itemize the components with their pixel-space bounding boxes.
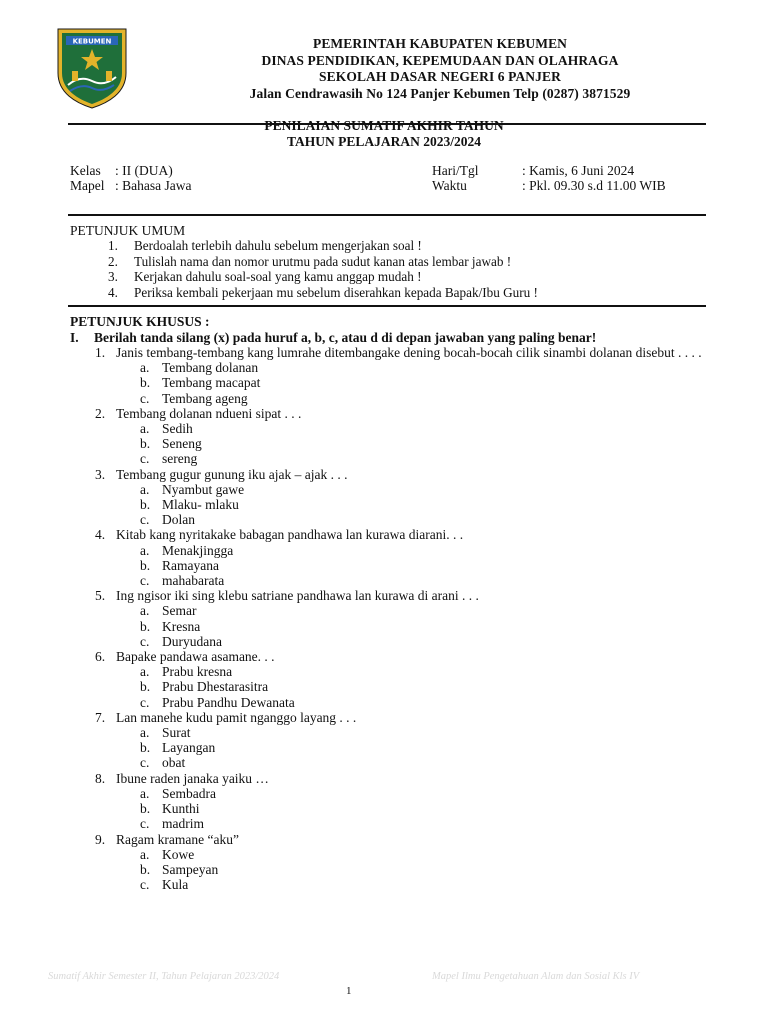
- option-text: Ramayana: [162, 557, 219, 573]
- answer-option: [95, 862, 715, 877]
- option-letter: b.: [140, 740, 151, 756]
- question-text: Ibune raden janaka yaiku …: [116, 770, 269, 786]
- option-letter: b.: [140, 679, 151, 695]
- option-letter: a.: [140, 664, 150, 680]
- letterhead-address: Jalan Cendrawasih No 124 Panjer Kebumen Telp (0287) 3871529: [249, 85, 631, 101]
- answer-option: [95, 847, 715, 862]
- list-item: 2. Tulislah nama dan nomor urutmu pada sudut kanan atas lembar jawab !: [108, 253, 512, 269]
- question-item: [95, 588, 715, 603]
- logo-text: KEBUMEN: [72, 37, 112, 46]
- option-text: Menakjingga: [162, 542, 234, 558]
- option-text: sereng: [162, 451, 198, 467]
- option-text: Prabu Pandhu Dewanata: [162, 694, 295, 710]
- question-item: [95, 832, 715, 847]
- option-text: Seneng: [162, 436, 202, 452]
- option-letter: a.: [140, 360, 150, 376]
- question-text: Lan manehe kudu pamit nganggo layang . . .: [116, 709, 357, 725]
- hari-value: : Kamis, 6 Juni 2024: [522, 163, 635, 178]
- option-letter: b.: [140, 557, 151, 573]
- answer-option: [95, 451, 715, 466]
- info-hari: [432, 163, 634, 179]
- general-heading: PETUNJUK UMUM: [70, 223, 186, 238]
- option-letter: c.: [140, 390, 150, 406]
- answer-option: [95, 558, 715, 573]
- question-number: 7.: [95, 709, 106, 725]
- question-number: 5.: [95, 588, 106, 604]
- option-text: Dolan: [162, 512, 195, 528]
- option-letter: c.: [140, 816, 150, 832]
- info-divider: [68, 214, 706, 216]
- option-letter: c.: [140, 573, 150, 589]
- option-text: Semar: [162, 603, 197, 619]
- answer-option: [95, 482, 715, 497]
- info-mapel: [70, 178, 191, 194]
- answer-option: [95, 816, 715, 831]
- option-text: Mlaku- mlaku: [162, 497, 239, 513]
- option-text: Layangan: [162, 740, 216, 756]
- list-item: 4. Periksa kembali pekerjaan mu sebelum diserahkan kepada Bapak/Ibu Guru !: [108, 284, 538, 300]
- answer-option: [95, 543, 715, 558]
- question-number: 8.: [95, 770, 106, 786]
- answer-option: [95, 360, 715, 375]
- question-item: [95, 771, 715, 786]
- instruction-text: Berilah tanda silang (x) pada huruf a, b, c, atau d di depan jawaban yang paling benar!: [94, 330, 597, 345]
- answer-option: [95, 695, 715, 710]
- footer-left: Sumatif Akhir Semester II, Tahun Pelajaran 2023/2024: [48, 971, 280, 982]
- answer-option: [95, 391, 715, 406]
- question-number: 3.: [95, 466, 106, 482]
- hari-label: Hari/Tgl: [432, 163, 479, 178]
- answer-option: [95, 375, 715, 390]
- option-text: Sembadra: [162, 785, 216, 801]
- option-letter: b.: [140, 801, 151, 817]
- option-text: Surat: [162, 725, 191, 741]
- question-number: 4.: [95, 527, 106, 543]
- option-letter: a.: [140, 846, 150, 862]
- option-text: Kowe: [162, 846, 195, 862]
- option-letter: a.: [140, 421, 150, 437]
- question-item: [95, 710, 715, 725]
- answer-option: [95, 755, 715, 770]
- answer-option: [95, 436, 715, 451]
- letterhead: [150, 36, 730, 102]
- option-letter: a.: [140, 785, 150, 801]
- option-text: Nyambut gawe: [162, 481, 245, 497]
- question-number: 1.: [95, 345, 106, 360]
- option-letter: a.: [140, 603, 150, 619]
- question-text: Janis tembang-tembang kang lumrahe ditembangake dening bocah-bocah cilik sinambi dolanan disebut . . . .: [116, 345, 702, 360]
- option-text: Tembang dolanan: [162, 360, 259, 376]
- specific-instruction: [70, 330, 596, 346]
- kelas-value: : II (DUA): [115, 163, 173, 178]
- kelas-label: Kelas: [70, 163, 101, 178]
- letterhead-line-1: PEMERINTAH KABUPATEN KEBUMEN: [312, 36, 568, 51]
- question-item: [95, 345, 715, 360]
- question-number: 2.: [95, 405, 106, 421]
- option-text: Prabu kresna: [162, 664, 233, 680]
- option-letter: c.: [140, 755, 150, 771]
- option-text: Sedih: [162, 421, 193, 437]
- option-letter: c.: [140, 877, 150, 893]
- option-letter: b.: [140, 618, 151, 634]
- answer-option: [95, 512, 715, 527]
- option-text: Duryudana: [162, 633, 222, 649]
- list-item: 3. Kerjakan dahulu soal-soal yang kamu anggap mudah !: [108, 269, 422, 285]
- exam-title: PENILAIAN SUMATIF AKHIR TAHUN: [264, 118, 504, 133]
- question-number: 9.: [95, 831, 106, 847]
- option-text: obat: [162, 755, 186, 771]
- answer-option: [95, 679, 715, 694]
- mapel-label: Mapel: [70, 178, 105, 193]
- question-item: [95, 406, 715, 421]
- answer-option: [95, 421, 715, 436]
- option-letter: b.: [140, 861, 151, 877]
- option-letter: a.: [140, 542, 150, 558]
- option-letter: c.: [140, 633, 150, 649]
- answer-option: [95, 497, 715, 512]
- option-text: Tembang ageng: [162, 390, 248, 406]
- general-instructions: [108, 238, 538, 300]
- answer-option: [95, 634, 715, 649]
- info-waktu: [432, 178, 666, 194]
- option-text: Prabu Dhestarasitra: [162, 679, 269, 695]
- question-list: [95, 345, 715, 892]
- question-text: Tembang dolanan ndueni sipat . . .: [116, 405, 302, 421]
- option-text: Tembang macapat: [162, 375, 261, 391]
- option-letter: b.: [140, 497, 151, 513]
- question-text: Tembang gugur gunung iku ajak – ajak . . .: [116, 466, 348, 482]
- question-text: Kitab kang nyritakake babagan pandhawa lan kurawa diarani. . .: [116, 527, 464, 543]
- letterhead-line-2: DINAS PENDIDIKAN, KEPEMUDAAN DAN OLAHRAGA: [261, 52, 619, 68]
- answer-option: [95, 619, 715, 634]
- answer-option: [95, 786, 715, 801]
- specific-heading: PETUNJUK KHUSUS :: [70, 314, 210, 329]
- option-text: Kunthi: [162, 801, 200, 817]
- list-item: 1. Berdoalah terlebih dahulu sebelum mengerjakan soal !: [108, 238, 422, 253]
- info-kelas: [70, 163, 173, 179]
- kebumen-logo: [56, 27, 128, 109]
- option-letter: a.: [140, 725, 150, 741]
- question-number: 6.: [95, 649, 106, 665]
- section-number: I.: [70, 330, 79, 345]
- option-text: madrim: [162, 816, 204, 832]
- option-text: mahabarata: [162, 573, 225, 589]
- option-letter: c.: [140, 512, 150, 528]
- answer-option: [95, 573, 715, 588]
- option-text: Kula: [162, 877, 189, 893]
- option-letter: b.: [140, 375, 151, 391]
- question-text: Ing ngisor iki sing klebu satriane pandhawa lan kurawa di arani . . .: [116, 588, 479, 604]
- question-text: Bapake pandawa asamane. . .: [116, 649, 275, 665]
- general-divider: [68, 305, 706, 307]
- answer-option: [95, 603, 715, 618]
- answer-option: [95, 877, 715, 892]
- footer-right: Mapel Ilmu Pengetahuan Alam dan Sosial Kls IV: [432, 971, 640, 982]
- option-letter: a.: [140, 481, 150, 497]
- waktu-value: : Pkl. 09.30 s.d 11.00 WIB: [522, 178, 666, 193]
- mapel-value: : Bahasa Jawa: [115, 178, 192, 193]
- option-text: Sampeyan: [162, 861, 219, 877]
- answer-option: [95, 740, 715, 755]
- option-text: Kresna: [162, 618, 201, 634]
- question-text: Ragam kramane “aku”: [116, 831, 239, 847]
- option-letter: c.: [140, 451, 150, 467]
- waktu-label: Waktu: [432, 178, 467, 193]
- option-letter: b.: [140, 436, 151, 452]
- exam-year: TAHUN PELAJARAN 2023/2024: [286, 134, 481, 149]
- letterhead-line-3: SEKOLAH DASAR NEGERI 6 PANJER: [319, 69, 561, 84]
- page-number: 1: [346, 985, 352, 997]
- answer-option: [95, 664, 715, 679]
- question-item: [95, 527, 715, 542]
- answer-option: [95, 725, 715, 740]
- question-item: [95, 649, 715, 664]
- option-letter: c.: [140, 694, 150, 710]
- answer-option: [95, 801, 715, 816]
- question-item: [95, 467, 715, 482]
